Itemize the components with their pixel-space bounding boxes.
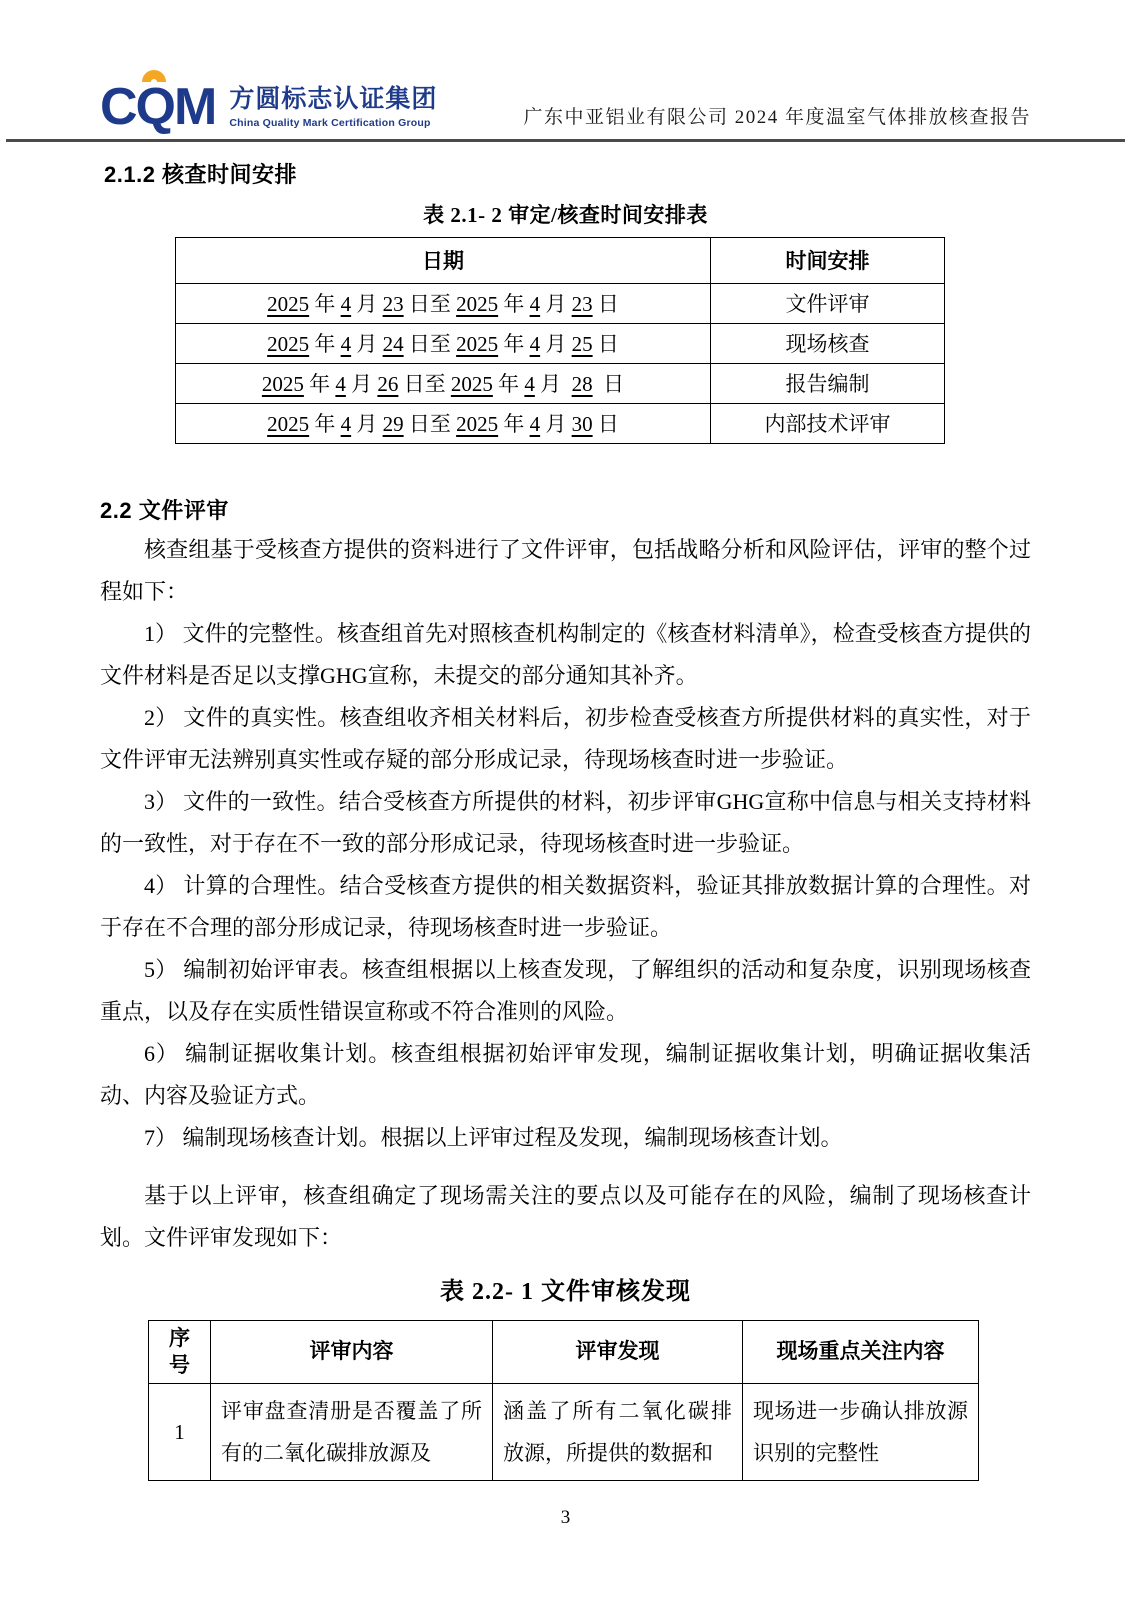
schedule-activity: 报告编制	[711, 363, 945, 403]
schedule-table	[175, 237, 945, 444]
table-row	[176, 403, 945, 443]
findings-header-no: 序号	[149, 1320, 211, 1384]
schedule-header-activity: 时间安排	[711, 237, 945, 283]
findings-header-focus: 现场重点关注内容	[743, 1320, 979, 1384]
cqm-logo	[100, 70, 438, 136]
page-header-inner	[6, 0, 1125, 139]
paragraph: 基于以上评审，核查组确定了现场需关注的要点以及可能存在的风险，编制了现场核查计划。文件评审发现如下：	[100, 1182, 1031, 1250]
paragraph: 4） 计算的合理性。结合受核查方提供的相关数据资料，验证其排放数据计算的合理性。对于存在不合理的部分形成记录，待现场核查时进一步验证。	[100, 872, 1031, 940]
cqm-logo-mark	[100, 70, 216, 136]
schedule-date: 2025 年 4 月 23 日至 2025 年 4 月 23 日	[176, 283, 711, 323]
logo-en-name: China Quality Mark Certification Group	[229, 116, 431, 129]
table-row	[176, 283, 945, 323]
findings-header-content: 评审内容	[211, 1320, 493, 1384]
table-row	[176, 363, 945, 403]
schedule-activity: 文件评审	[711, 283, 945, 323]
finding-finding: 涵盖了所有二氧化碳排放源，所提供的数据和	[493, 1384, 743, 1481]
finding-no: 1	[149, 1384, 211, 1481]
schedule-activity: 内部技术评审	[711, 403, 945, 443]
logo-cn-name: 方圆标志认证集团	[229, 84, 438, 113]
findings-header-finding: 评审发现	[493, 1320, 743, 1384]
section-heading-2-1-2: 2.1.2 核查时间安排	[104, 161, 298, 187]
table-row	[149, 1384, 979, 1481]
paragraph: 3） 文件的一致性。结合受核查方所提供的材料，初步评审GHG宣称中信息与相关支持材料的一致性，对于存在不一致的部分形成记录，待现场核查时进一步验证。	[100, 788, 1031, 856]
table-row	[176, 323, 945, 363]
cqm-logo-text: CQM	[100, 78, 216, 136]
paragraph: 7） 编制现场核查计划。根据以上评审过程及发现，编制现场核查计划。	[144, 1124, 843, 1150]
section-heading-2-2: 2.2 文件评审	[100, 497, 229, 523]
paragraph: 核查组基于受核查方提供的资料进行了文件评审，包括战略分析和风险评估，评审的整个过程如下：	[100, 536, 1031, 604]
findings-table	[148, 1320, 979, 1482]
finding-focus: 现场进一步确认排放源识别的完整性	[743, 1384, 979, 1481]
paragraph: 5） 编制初始评审表。核查组根据以上核查发现，了解组织的活动和复杂度，识别现场核查重点，以及存在实质性错误宣称或不符合准则的风险。	[100, 956, 1031, 1024]
findings-header-row	[149, 1320, 979, 1384]
findings-table-title: 表 2.2- 1 文件审核发现	[440, 1278, 691, 1305]
paragraph: 2） 文件的真实性。核查组收齐相关材料后，初步检查受核查方所提供材料的真实性，对于文件评审无法辨别真实性或存疑的部分形成记录，待现场核查时进一步验证。	[100, 704, 1031, 772]
cqm-logo-names	[229, 79, 437, 131]
finding-content: 评审盘查清册是否覆盖了所有的二氧化碳排放源及	[211, 1384, 493, 1481]
schedule-table-title: 表 2.1- 2 审定/核查时间安排表	[423, 202, 708, 227]
paragraph: 6） 编制证据收集计划。核查组根据初始评审发现，编制证据收集计划，明确证据收集活动、内容及验证方式。	[100, 1040, 1031, 1108]
paragraph: 1） 文件的完整性。核查组首先对照核查机构制定的《核查材料清单》，检查受核查方提供的文件材料是否足以支撑GHG宣称，未提交的部分通知其补齐。	[100, 620, 1031, 688]
schedule-header-row	[176, 237, 945, 283]
page-content	[0, 158, 1131, 1530]
schedule-activity: 现场核查	[711, 323, 945, 363]
page-number: 3	[560, 1507, 571, 1529]
schedule-date: 2025 年 4 月 29 日至 2025 年 4 月 30 日	[176, 403, 711, 443]
schedule-date: 2025 年 4 月 24 日至 2025 年 4 月 25 日	[176, 323, 711, 363]
schedule-header-date: 日期	[176, 237, 711, 283]
report-title: 广东中亚铝业有限公司 2024 年度温室气体排放核查报告	[523, 106, 1031, 128]
page-header	[6, 0, 1125, 142]
section-2-2-body	[100, 529, 1031, 1259]
schedule-date: 2025 年 4 月 26 日至 2025 年 4 月 28 日	[176, 363, 711, 403]
cqm-arc-icon	[142, 70, 166, 82]
